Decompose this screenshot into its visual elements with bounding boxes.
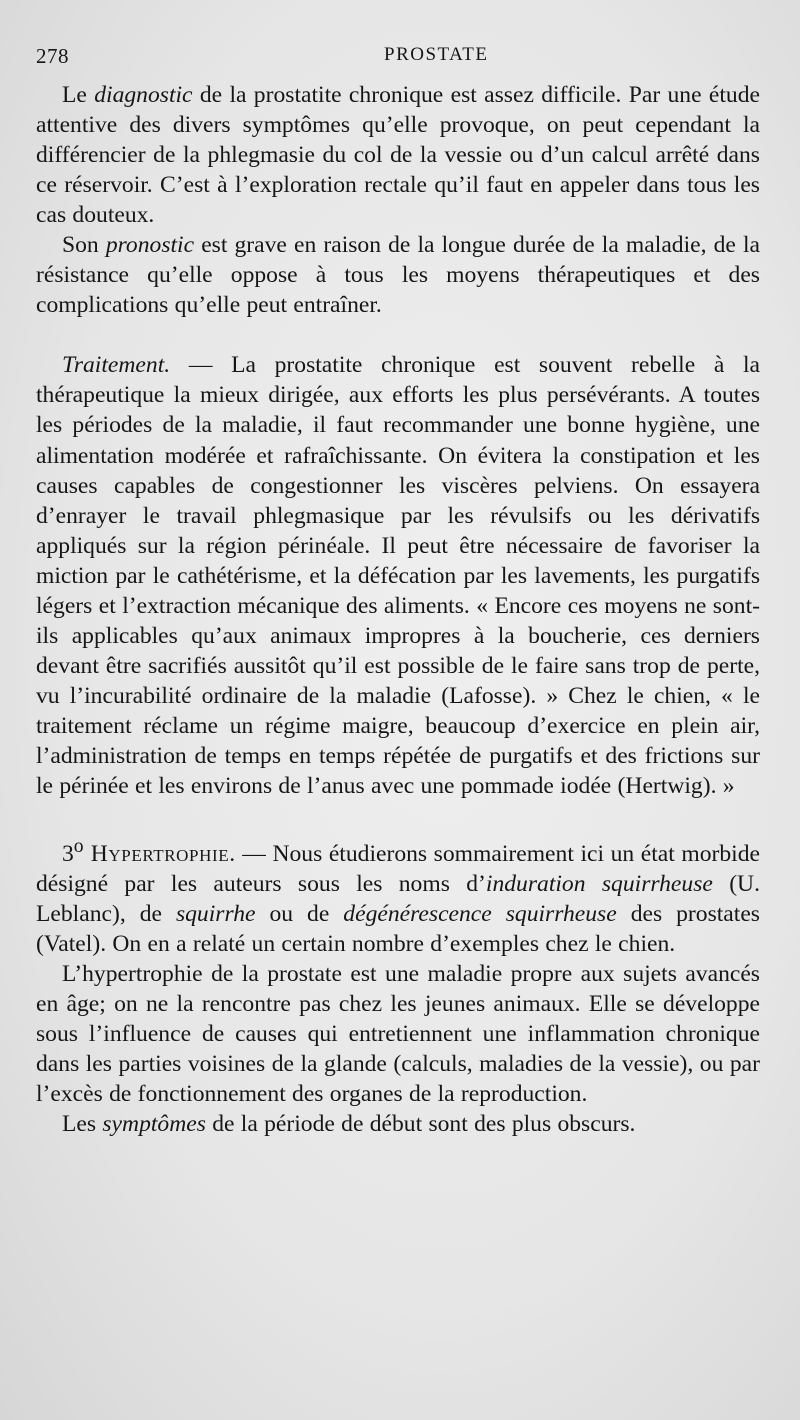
term-pronostic: pronostic (105, 232, 195, 259)
term-squirrhe: squirrhe (175, 901, 256, 928)
hypertrophie-text-2: (U. Leblanc), de (36, 870, 760, 928)
page-header (36, 44, 756, 74)
hypertrophie-text-4: des prostates (Vatel). On en a relaté un certain nombre d’exemples chez le chien. (36, 901, 760, 958)
page-number: 278 (36, 44, 69, 68)
section-gap (36, 320, 760, 350)
paragraph-pronostic (36, 230, 760, 320)
diagnostic-lead: Le (62, 82, 95, 108)
section-number: 3 (62, 840, 74, 867)
diagnostic-text: de la prostatite chronique est assez difficile. Par une étude attentive des divers symptômes qu’elle provoque, on peut cependant la différencier de la phlegmasie du col de la vessie ou d’un calcul arrêté dans ce réservoir. C’est à l’exploration rectale qu’il faut en appeler dans tous les cas douteux. (36, 82, 760, 229)
paragraph-hypertrophie (36, 831, 760, 959)
term-symptomes: symptômes (102, 1111, 206, 1138)
running-title: PROSTATE (384, 44, 489, 65)
section-gap (36, 801, 760, 831)
paragraph-hypertrophie-causes (36, 959, 760, 1109)
pronostic-lead: Son (62, 232, 106, 259)
section-heading-hypertrophie: Hypertrophie. (83, 840, 236, 867)
hypertrophie-causes-text: L’hypertrophie de la prostate est une maladie propre aux sujets avancés en âge; on ne la rencontre pas chez les jeunes animaux. Elle se développe sous l’influence de causes qui entretiennent une inflammation chronique dans les parties voisines de la glande (calculs, maladies de la vessie), ou par l’excès de fonctionnement des organes de la reproduction. (36, 961, 760, 1108)
term-diagnostic: diagnostic (94, 82, 193, 108)
term-traitement: Traitement. (62, 352, 171, 379)
paragraph-traitement (36, 350, 760, 801)
traitement-text: — La prostatite chronique est souvent rebelle à la thérapeutique la mieux dirigée, aux efforts les plus persévérants. A toutes les périodes de la maladie, il faut recommander une bonne hygiène, une alimentation modérée et rafraîchissante. On évitera la constipation et les causes capables de congestionner les viscères pelviens. On essayera d’enrayer le travail phlegmasique par les révulsifs ou les dérivatifs appliqués sur la région périnéale. Il peut être nécessaire de favoriser la miction par le cathétérisme, et la défécation par les lavements, les purgatifs légers et l’extraction mécanique des aliments. « Encore ces moyens ne sont-ils applicables qu’aux animaux impropres à la boucherie, ces derniers devant être sacrifiés aussitôt qu’il est possible de le faire sans trop de perte, vu l’incurabilité ordinaire de la maladie (Lafosse). » Chez le chien, « le traitement réclame un régime maigre, beaucoup d’exercice en plein air, l’administration de temps en temps répétée de purgatifs et des frictions sur le périnée et les environs de l’anus avec une pommade iodée (Hertwig). » (36, 352, 760, 800)
hypertrophie-text-3: ou de (255, 901, 344, 928)
term-degenerescence-squirrheuse: dégénérescence squirrheuse (343, 901, 617, 928)
symptomes-lead: Les (62, 1111, 103, 1138)
symptomes-text: de la période de début sont des plus obscurs. (205, 1111, 636, 1138)
section-number-superscript: o (73, 835, 84, 858)
paragraph-symptomes (36, 1109, 760, 1139)
paragraph-diagnostic (36, 80, 760, 230)
hypertrophie-text-1: — Nous étudierons sommairement ici un état morbide désigné par les auteurs sous les noms d’ (36, 840, 760, 897)
body-text (36, 80, 760, 1139)
term-induration-squirrheuse: induration squirrheuse (485, 870, 713, 897)
pronostic-text: est grave en raison de la longue durée de la maladie, de la résistance qu’elle oppose à tous les moyens thérapeutiques et des complications qu’elle peut entraîner. (36, 232, 761, 319)
